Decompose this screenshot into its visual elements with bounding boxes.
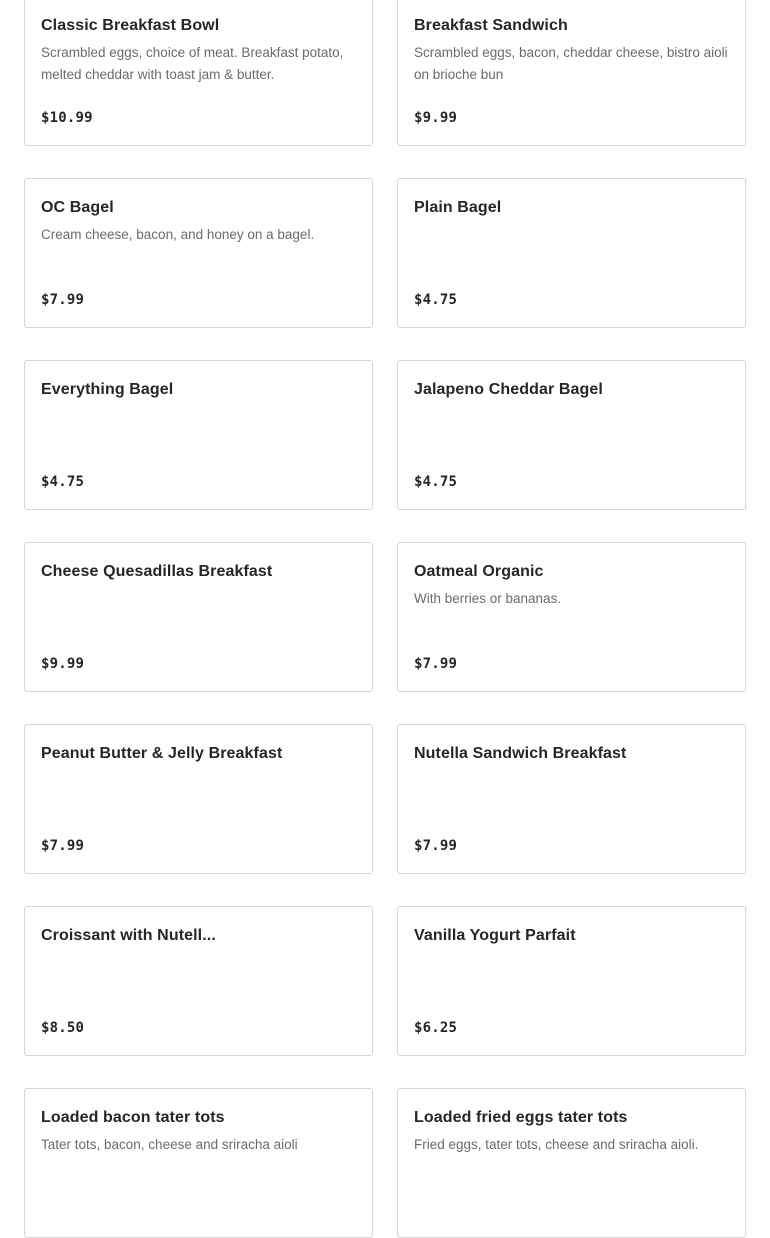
menu-item-price: $7.99 bbox=[41, 838, 85, 854]
menu-item-card[interactable] bbox=[24, 724, 373, 874]
menu-item-name: OC Bagel bbox=[41, 199, 114, 216]
menu-item-name: Loaded fried eggs tater tots bbox=[414, 1109, 628, 1126]
menu-item-card[interactable] bbox=[397, 906, 746, 1056]
menu-item-name: Nutella Sandwich Breakfast bbox=[414, 745, 627, 762]
menu-item-name: Plain Bagel bbox=[414, 199, 502, 216]
menu-item-name: Oatmeal Organic bbox=[414, 563, 544, 580]
menu-item-price: $9.99 bbox=[414, 110, 458, 126]
menu-item-name: Vanilla Yogurt Parfait bbox=[414, 927, 576, 944]
menu-item-price: $7.99 bbox=[414, 656, 458, 672]
menu-item-name: Breakfast Sandwich bbox=[414, 17, 568, 34]
menu-item-name: Loaded bacon tater tots bbox=[41, 1109, 225, 1126]
menu-item-card[interactable] bbox=[397, 542, 746, 692]
menu-item-price: $10.99 bbox=[41, 110, 93, 126]
menu-item-name: Everything Bagel bbox=[41, 381, 174, 398]
menu-item-price: $4.75 bbox=[41, 474, 85, 490]
menu-item-card[interactable] bbox=[397, 178, 746, 328]
menu-item-price: $4.75 bbox=[414, 292, 458, 308]
menu-item-card[interactable] bbox=[24, 360, 373, 510]
menu-item-card[interactable] bbox=[24, 1088, 373, 1238]
menu-item-price: $7.99 bbox=[414, 838, 458, 854]
menu-item-name: Croissant with Nutell... bbox=[41, 927, 216, 944]
menu-item-price: $9.99 bbox=[41, 656, 85, 672]
menu-item-card[interactable] bbox=[24, 906, 373, 1056]
menu-item-card[interactable] bbox=[397, 724, 746, 874]
menu-item-card[interactable] bbox=[24, 0, 373, 146]
menu-grid bbox=[24, 0, 746, 1238]
menu-item-name: Cheese Quesadillas Breakfast bbox=[41, 563, 273, 580]
menu-item-description: Fried eggs, tater tots, cheese and sriracha aioli. bbox=[414, 1137, 699, 1152]
menu-item-description: Cream cheese, bacon, and honey on a bagel. bbox=[41, 227, 315, 242]
menu-item-description: Scrambled eggs, choice of meat. Breakfast potato, melted cheddar with toast jam & butter. bbox=[41, 45, 344, 82]
menu-item-card[interactable] bbox=[24, 542, 373, 692]
menu-item-card[interactable] bbox=[397, 1088, 746, 1238]
menu-item-name: Jalapeno Cheddar Bagel bbox=[414, 381, 603, 398]
menu-item-description: With berries or bananas. bbox=[414, 591, 562, 606]
menu-item-price: $6.25 bbox=[414, 1020, 458, 1036]
menu-item-name: Peanut Butter & Jelly Breakfast bbox=[41, 745, 283, 762]
menu-item-name: Classic Breakfast Bowl bbox=[41, 17, 220, 34]
menu-item-card[interactable] bbox=[24, 178, 373, 328]
menu-item-price: $4.75 bbox=[414, 474, 458, 490]
menu-item-card[interactable] bbox=[397, 0, 746, 146]
menu-item-description: Scrambled eggs, bacon, cheddar cheese, bistro aioli on brioche bun bbox=[414, 45, 728, 82]
menu-item-price: $8.50 bbox=[41, 1020, 85, 1036]
menu-item-description: Tater tots, bacon, cheese and sriracha aioli bbox=[41, 1137, 298, 1152]
menu-item-card[interactable] bbox=[397, 360, 746, 510]
menu-item-price: $7.99 bbox=[41, 292, 85, 308]
